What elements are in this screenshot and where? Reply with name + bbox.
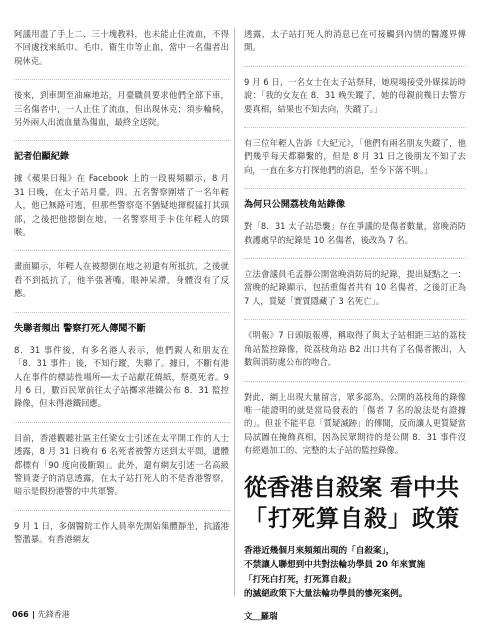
headline-line-2: 「打死算自殺」政策	[244, 504, 460, 532]
page-number: 066	[12, 610, 29, 619]
magazine-name: 先鋒香港	[37, 610, 70, 619]
article-paragraph: 立法會議員毛孟靜公開當晚消防局的紀錄，提出疑點之一：當晚的紀錄顯示，包括重傷者共有 10 名傷者，之後訂正為 7 人，質疑「實質隱藏了 3 名死亡」。	[244, 269, 466, 306]
paragraph-divider	[244, 127, 466, 128]
section-subheading: 為何只公開荔枝角站錄像	[244, 199, 346, 211]
lead-line: 不禁讓人聯想到中共對法輪功學員 20 年來實施	[244, 560, 426, 571]
paragraph-divider	[244, 188, 466, 189]
right-column	[244, 28, 466, 622]
headline-line-1: 從香港自殺案 看中共	[244, 473, 460, 501]
section-subheading: 記者伯顯紀錄	[14, 151, 70, 163]
article-paragraph: 9 月 6 日，一名女士在太子站祭拜，她現場接受外媒採訪時說：「我的女友在 8．31 晚失蹤了，她的母親前幾日去警方要真相，結果也不知去向，失蹤了。」	[244, 76, 466, 114]
article-paragraph: 9 月 1 日，多個醫院工作人員率先開始集體靜坐，抗議港警濫暴。有香港網友	[14, 520, 229, 545]
article-paragraph: 畫面顯示，年輕人在被摁倒在地之初還有所抵抗，之後就看不到抵抗了，他半張著嘴，眼神呆滯，身體沒有了反應。	[14, 261, 229, 299]
feature-lead	[244, 544, 466, 602]
paragraph-divider	[14, 312, 229, 313]
left-column	[14, 28, 229, 558]
article-paragraph: 據《蘋果日報》在 Facebook 上的一段視頻顯示，8 月 31 日晚，在太子站月臺，四、五名警察圍堵了一名年輕人，他已無路可逃，但那些警察毫不猶疑地揮棍猛打其頭部，之後把他摁倒在地，一名警察用手卡住年輕人的頸喉。	[14, 173, 229, 238]
article-paragraph: 阿議用盡了手上二、三十塊教料，也未能止住流血，不得不回處找來紙巾、毛巾、衛生巾等止血，當中一名傷者出現休克。	[14, 29, 229, 66]
article-paragraph: 後來，到車開至油麻地站，月臺職員要求他們全部下車，三名傷者中，一人止住了流血，但出現休克；須步輪椅，另外兩人出流血量為傷血，最終全送院。	[14, 90, 229, 128]
article-paragraph: 對此，網上出現大量留言，眾多認為，公開的荔枝角的錄像唯一能證明的就是當局發表的「傷者 7 名的說法是有證據的」。但並不能平息「質疑滅跡」的傳聞，反而讓人更質疑當局試圖在掩飾真相，因為民眾期待的是公開 8．31 事件沒有經過加工的、完整的太子站的監控錄像。	[244, 391, 466, 456]
paragraph-divider	[244, 319, 466, 320]
article-paragraph: 透露，太子站打死人的消息已在可接觸到內情的醫護界傳開。	[244, 29, 466, 53]
article-paragraph: 對「8．31 太子站恐襲」存在爭議的是傷者數量，當晚消防救護處早的紀錄是 10 名傷者，後改為 7 名。	[244, 221, 466, 245]
paragraph-divider	[14, 510, 229, 511]
paragraph-divider	[14, 140, 229, 141]
paragraph-divider	[14, 79, 229, 80]
article-paragraph: 目前，香港觀聽社區主任梁女士引述在太平開工作的人士透露，8 月 31 日晚有 6 名死者被警方送到太平間，遺體都標有「90 度向後斷頸」。此外，還有網友引述一名高級警員妻子的消息透露，在太子站打死人的不是香港警察，暗示是假扮港警的中共軍警。	[14, 432, 229, 497]
column-divider	[234, 28, 235, 596]
article-paragraph: 有三位年輕人告訴《大紀元》，「他們有兩名朋友失蹤了，他們幾乎每天都聯繫的，但是 8 月 31 日之後朋友不知了去向，一直在多方打探他們的消息，至今下落不明。」	[244, 138, 466, 175]
article-paragraph: 8．31 事件後，有多名港人表示，他們親人和朋友在「8．31 事件」後，不知行蹤，失聯了。據日，不斷有港人在事件的標誌性場所──太子站獻花燒紙，祭奠死者。9 月 6 日，數百民眾前往太子站擲求港鐵公布 8．31 監控錄像，但未得港鐵回應。	[14, 344, 229, 409]
paragraph-divider	[244, 258, 466, 259]
page-footer	[12, 609, 70, 620]
author-byline: 文＿羅瑞	[244, 610, 278, 621]
paragraph-divider	[244, 66, 466, 67]
paragraph-divider	[14, 250, 229, 251]
article-paragraph: 《明報》7 日頭版報導，稱取得了與太子站相距三站的荔枝角站監控錄像，從荔枝角站 B2 出口共有了名傷者搬出，入數與消防處公布的吻合。	[244, 330, 466, 368]
lead-line: 的滅絕政策下大量法輪功學員的慘死案例。	[244, 589, 408, 600]
feature-headline	[244, 472, 466, 534]
section-subheading: 失聯者頻出 警察打死人傳聞不斷	[14, 322, 146, 334]
footer-separator	[33, 611, 34, 619]
lead-line: 香港近幾個月來頻頻出現的「自殺案」，	[244, 545, 395, 556]
paragraph-divider	[14, 422, 229, 423]
paragraph-divider	[244, 381, 466, 382]
lead-line: 「打死白打死，打死算自殺」	[244, 574, 356, 585]
